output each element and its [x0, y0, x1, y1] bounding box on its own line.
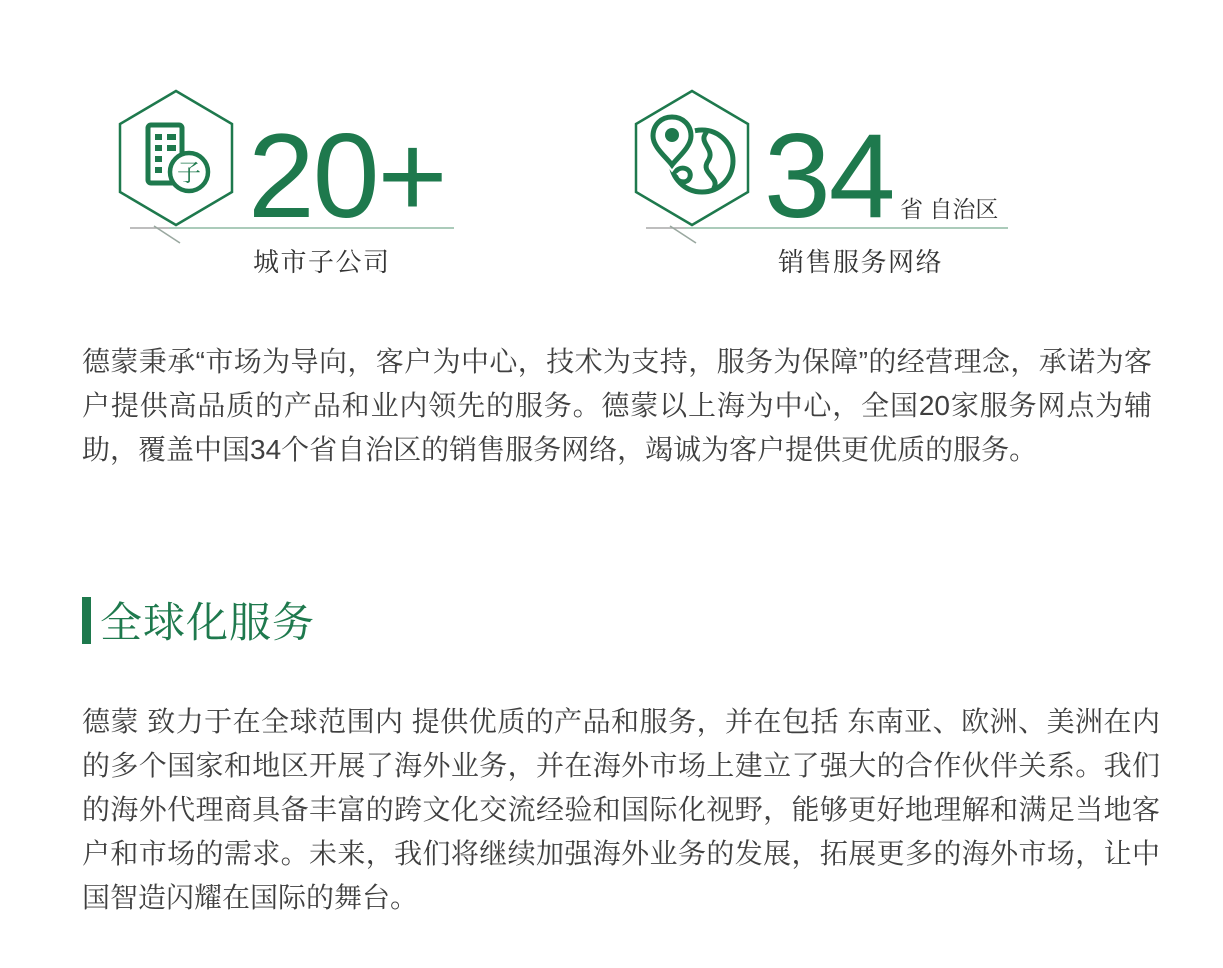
heading-title-text: 全球化服务 [100, 599, 316, 646]
heading-accent-bar [82, 597, 91, 644]
stat-label-subsidiaries: 城市子公司 [253, 247, 391, 277]
global-service-paragraph: 德蒙 致力于在全球范围内 提供优质的产品和服务，并在包括 东南亚、欧洲、美洲在内的多个国家和地区开展了海外业务，并在海外市场上建立了强大的合作伙伴关系。我们的海外代理商具备丰富的跨文化交流经验和国际化视野，能够更好地理解和满足当地客户和市场的需求。未来，我们将继续加强海外业务的发展，拓展更多的海外市场，让中国智造闪耀在国际的舞台。 [82, 706, 1160, 913]
stat-sales-network [628, 85, 1023, 285]
stat-value-network: 34 [764, 109, 894, 243]
stat-suffix-provinces: 省 自治区 [900, 196, 999, 222]
subsidiary-building-icon [112, 85, 240, 231]
stat-label-network: 销售服务网络 [778, 247, 944, 277]
global-service-heading [82, 595, 315, 645]
stat-city-subsidiaries [112, 85, 472, 285]
company-intro-paragraph: 德蒙秉承“市场为导向，客户为中心，技术为支持，服务为保障”的经营理念，承诺为客户提供高品质的产品和业内领先的服务。德蒙以上海为中心，全国20家服务网点为辅助，覆盖中国34个省自治区的销售服务网络，竭诚为客户提供更优质的服务。 [82, 346, 1152, 465]
stat-value-subsidiaries: 20+ [248, 109, 446, 243]
subsidiary-badge-glyph: 子 [177, 160, 201, 187]
globe-location-icon [628, 85, 756, 231]
